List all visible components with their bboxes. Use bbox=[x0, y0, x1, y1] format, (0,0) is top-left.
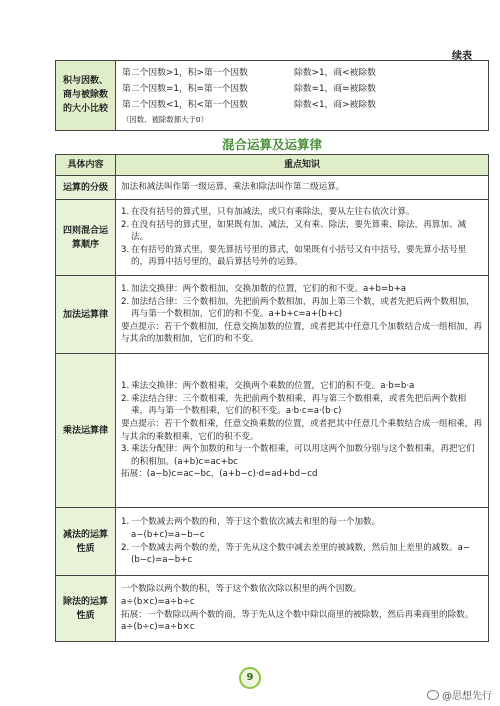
comparison-right: 除数<1，商>被除数 bbox=[294, 99, 376, 110]
list-item: 2. 加法结合律：三个数相加，先把前两个数相加，再加上第三个数，或者先把后两个数相加，再与第一个数相加，它们的和不变。a+b+c=a+(b+c) bbox=[121, 296, 475, 320]
row-head: 减法的运算性质 bbox=[56, 508, 116, 576]
comparison-left: 第二个因数=1，积=第一个因数 bbox=[122, 83, 248, 94]
row-head: 四则混合运算顺序 bbox=[56, 200, 116, 276]
row-body bbox=[116, 200, 489, 276]
comparison-row bbox=[122, 81, 482, 97]
row-head: 除法的运算性质 bbox=[56, 576, 116, 642]
comparison-row bbox=[122, 97, 482, 113]
list-item: 2. 在没有括号的算式里，如果既有加、减法，又有乘、除法，要先算乘、除法，再算加、减法。 bbox=[121, 219, 467, 243]
page-number: 9 bbox=[239, 667, 261, 689]
list-item: 1. 加法交换律：两个数相加，交换加数的位置，它们的和不变。a+b=b+a bbox=[121, 284, 407, 295]
row-body bbox=[116, 576, 489, 642]
comparison-body bbox=[116, 61, 489, 131]
comparison-note: （因数、被除数都大于0） bbox=[122, 115, 209, 124]
row-body bbox=[116, 508, 489, 576]
header-col-content: 具体内容 bbox=[56, 155, 116, 176]
watermark-text: @思想先行 bbox=[442, 691, 492, 702]
watermark bbox=[427, 687, 492, 702]
comparison-right: 除数=1，商=被除数 bbox=[294, 83, 376, 94]
row-head: 运算的分级 bbox=[56, 176, 116, 200]
weibo-icon bbox=[427, 690, 439, 700]
hint-text: 要点提示：若干个数相乘，任意交换乘数的位置，或者把其中任意几个乘数结合成一组相乘，再与其余的乘数相乘，它们的积不变。 bbox=[121, 418, 482, 442]
row-body bbox=[116, 354, 489, 508]
list-item: 3. 乘法分配律：两个加数的和与一个数相乘，可以用这两个加数分别与这个数相乘，再把它们的积相加。(a+b)c=ac+bc bbox=[121, 444, 475, 467]
list-item: 1. 乘法交换律：两个数相乘，交换两个乘数的位置，它们的积不变。a·b=b·a bbox=[121, 381, 415, 392]
header-col-knowledge: 重点知识 bbox=[116, 155, 489, 176]
comparison-table bbox=[55, 60, 489, 131]
row-head: 加法运算律 bbox=[56, 276, 116, 354]
list-item: 3. 在有括号的算式里，要先算括号里的算式，如果既有小括号又有中括号，要先算小括号里的，再算中括号里的，最后算括号外的运算。 bbox=[121, 244, 467, 268]
extension-text: 拓展：(a−b)c=ac−bc，(a+b−c)·d=ad+bd−cd bbox=[121, 469, 318, 480]
formula-text: a÷(b×c)=a÷b÷c bbox=[121, 596, 195, 607]
comparison-row bbox=[122, 65, 482, 81]
comparison-head: 积与因数、商与被除数的大小比较 bbox=[56, 61, 116, 131]
formula-text: a−(b+c)=a−b−c bbox=[131, 529, 205, 540]
row-text: 加法和减法叫作第一级运算，乘法和除法叫作第二级运算。 bbox=[121, 182, 345, 193]
continued-label: 续表 bbox=[452, 51, 472, 62]
section-title: 混合运算及运算律 bbox=[221, 137, 322, 152]
row-text: 一个数除以两个数的积，等于这个数依次除以积里的两个因数。 bbox=[121, 584, 362, 595]
comparison-left: 第二个因数>1，积>第一个因数 bbox=[122, 67, 248, 78]
hint-text: 要点提示：若干个数相加，任意交换加数的位置，或者把其中任意几个加数结合成一组相加，再与其余的加数相加，它们的和不变。 bbox=[121, 321, 482, 345]
row-head: 乘法运算律 bbox=[56, 354, 116, 508]
list-item: 1. 一个数减去两个数的和，等于这个数依次减去和里的每一个加数。 bbox=[121, 517, 381, 528]
comparison-right: 除数>1，商<被除数 bbox=[294, 67, 376, 78]
comparison-left: 第二个因数<1，积<第一个因数 bbox=[122, 99, 248, 110]
list-item: 2. 一个数减去两个数的差，等于先从这个数中减去差里的被减数，然后加上差里的减数。a−(b−c)=a−b+c bbox=[121, 542, 471, 566]
rules-table bbox=[55, 154, 489, 642]
extension-text: 拓展：一个数除以两个数的商，等于先从这个数中除以商里的被除数，然后再乘商里的除数。a÷(b÷c)=a÷b×c bbox=[121, 609, 474, 633]
row-body bbox=[116, 276, 489, 354]
list-item: 2. 乘法结合律：三个数相乘，先把前两个数相乘，再与第三个数相乘，或者先把后两个数相乘，再与第一个数相乘，它们的积不变。a·b·c=a·(b·c) bbox=[121, 393, 467, 417]
row-body bbox=[116, 176, 489, 200]
list-item: 1. 在没有括号的算式里，只有加减法，或只有乘除法，要从左往右依次计算。 bbox=[121, 207, 415, 218]
